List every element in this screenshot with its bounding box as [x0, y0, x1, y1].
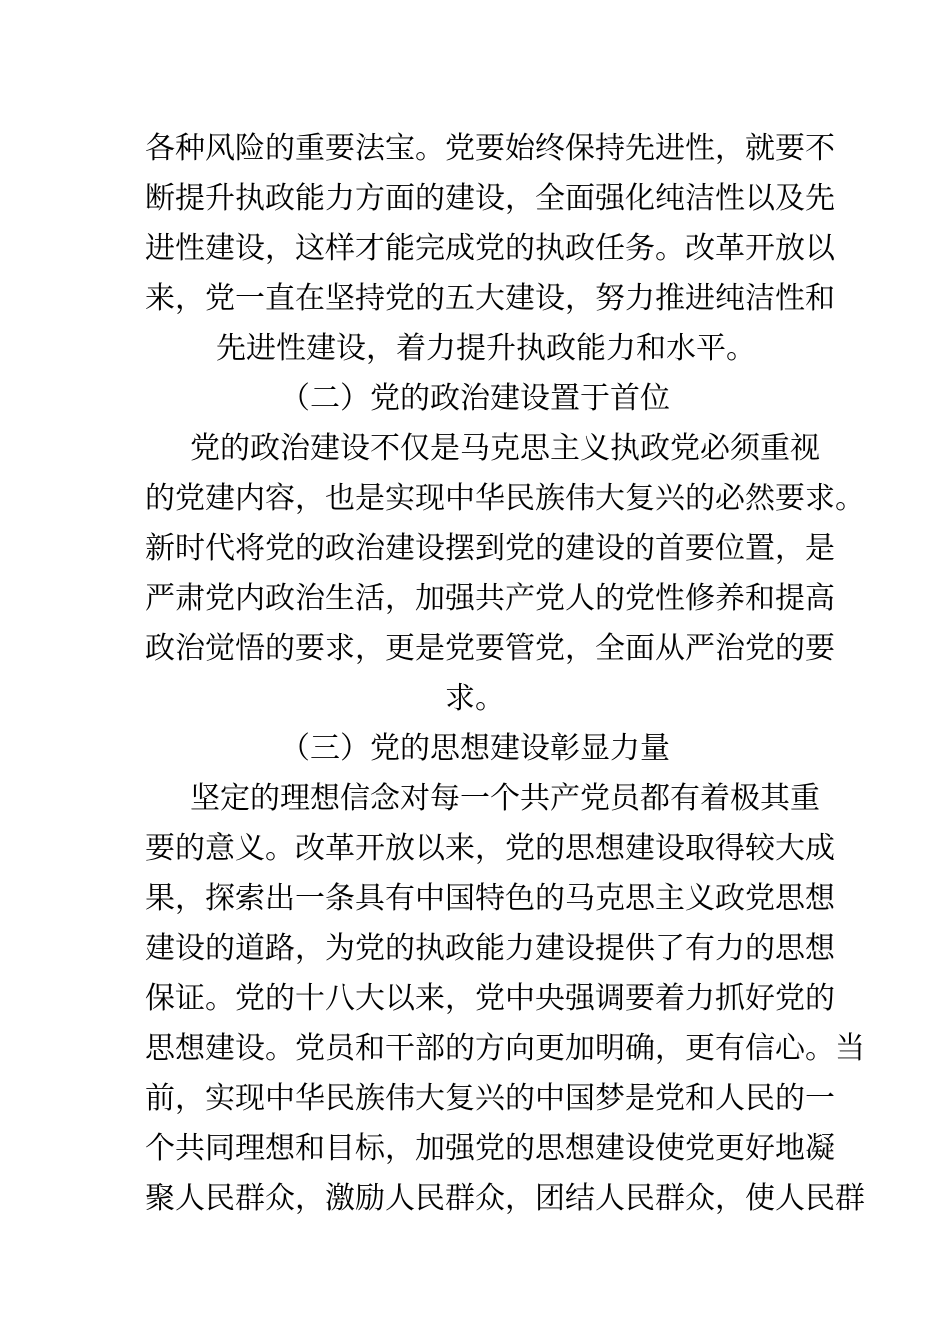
text-line: 聚人民群众，激励人民群众，团结人民群众，使人民群 — [145, 1181, 865, 1216]
text-line: 严肃党内政治生活，加强共产党人的党性修养和提高 — [145, 581, 835, 616]
text-line: 建设的道路，为党的执政能力建设提供了有力的思想 — [145, 931, 835, 966]
text-line: 各种风险的重要法宝。党要始终保持先进性，就要不 — [145, 131, 835, 166]
text-line: 要的意义。改革开放以来，党的思想建设取得较大成 — [145, 831, 835, 866]
text-line: 思想建设。党员和干部的方向更加明确，更有信心。当 — [145, 1031, 865, 1066]
text-line: 断提升执政能力方面的建设，全面强化纯洁性以及先 — [145, 181, 835, 216]
text-line: 前，实现中华民族伟大复兴的中国梦是党和人民的一 — [145, 1081, 835, 1116]
text-line: 新时代将党的政治建设摆到党的建设的首要位置，是 — [145, 531, 835, 566]
paragraph-first-line: 党的政治建设不仅是马克思主义执政党必须重视 — [190, 431, 820, 466]
text-line: 来，党一直在坚持党的五大建设，努力推进纯洁性和 — [145, 281, 835, 316]
text-line: 进性建设，这样才能完成党的执政任务。改革开放以 — [145, 231, 835, 266]
text-line: 政治觉悟的要求，更是党要管党，全面从严治党的要 — [145, 631, 835, 666]
section-heading: （三）党的思想建设彰显力量 — [280, 731, 670, 766]
text-line: 先进性建设，着力提升执政能力和水平。 — [216, 331, 756, 366]
text-line: 果，探索出一条具有中国特色的马克思主义政党思想 — [145, 881, 835, 916]
text-line: 个共同理想和目标，加强党的思想建设使党更好地凝 — [145, 1131, 835, 1166]
text-line: 求。 — [445, 681, 505, 716]
text-line: 的党建内容，也是实现中华民族伟大复兴的必然要求。 — [145, 481, 865, 516]
paragraph-first-line: 坚定的理想信念对每一个共产党员都有着极其重 — [190, 781, 820, 816]
section-heading: （二）党的政治建设置于首位 — [280, 381, 670, 416]
text-line: 保证。党的十八大以来，党中央强调要着力抓好党的 — [145, 981, 835, 1016]
